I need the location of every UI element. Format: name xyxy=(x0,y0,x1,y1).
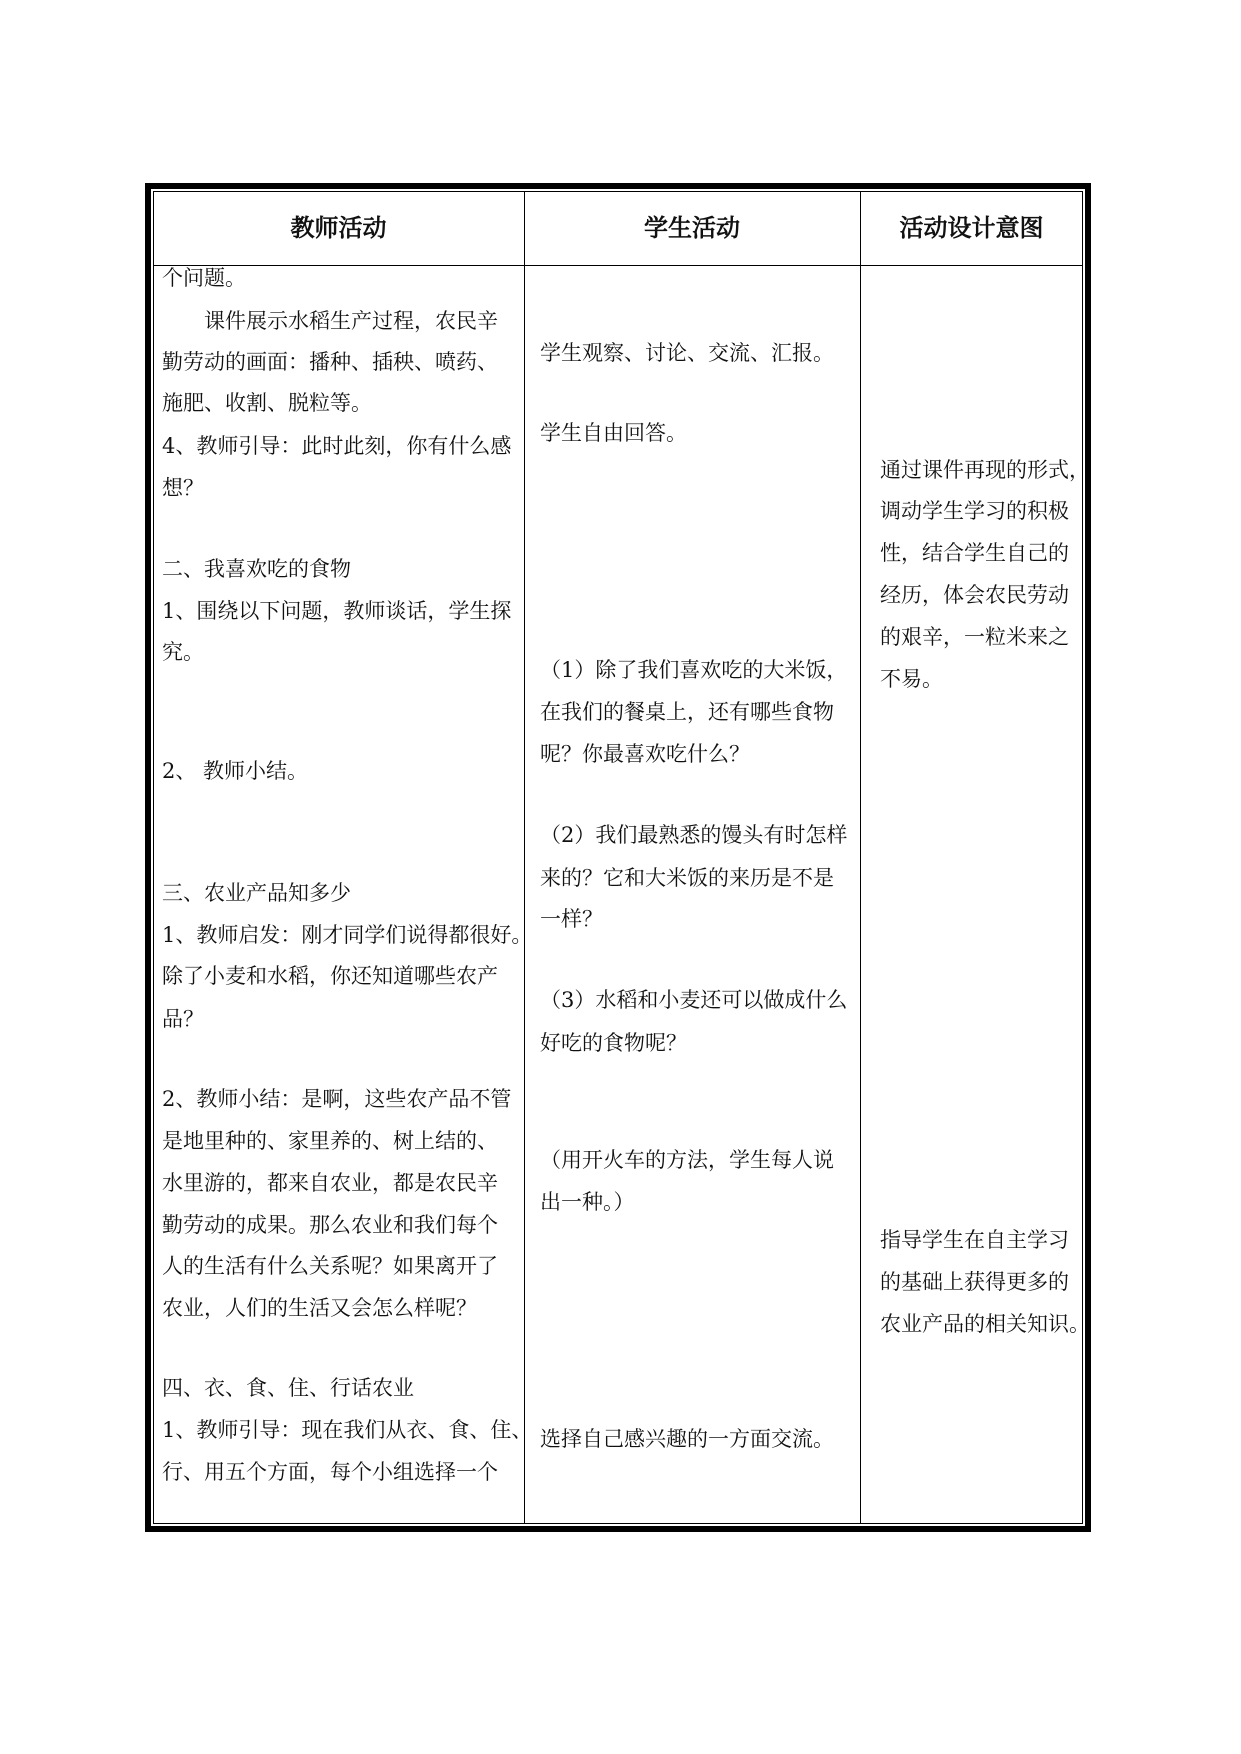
intent-line: 调动学生学习的积极 xyxy=(880,499,1069,523)
student-line: 好吃的食物呢？ xyxy=(540,1031,687,1055)
teacher-line: 施肥、收割、脱粒等。 xyxy=(162,391,372,415)
teacher-line: 1、教师引导：现在我们从衣、食、住、 xyxy=(162,1418,533,1442)
teacher-line: 四、衣、食、住、行话农业 xyxy=(162,1376,414,1400)
teacher-line: 农业，人们的生活又会怎么样呢？ xyxy=(162,1296,477,1320)
intent-line: 通过课件再现的形式， xyxy=(880,458,1090,482)
intent-line: 农业产品的相关知识。 xyxy=(880,1312,1090,1336)
teacher-line: 除了小麦和水稻，你还知道哪些农产 xyxy=(162,964,498,988)
intent-line: 经历，体会农民劳动 xyxy=(880,583,1069,607)
column-divider-1 xyxy=(524,191,525,1524)
teacher-line: 三、农业产品知多少 xyxy=(162,881,351,905)
intent-line: 不易。 xyxy=(880,667,943,691)
teacher-line: 勤劳动的成果。那么农业和我们每个 xyxy=(162,1213,498,1237)
header-divider xyxy=(153,265,1083,266)
teacher-line: 想？ xyxy=(162,476,204,500)
teacher-line: 是地里种的、家里养的、树上结的、 xyxy=(162,1129,498,1153)
student-line: 选择自己感兴趣的一方面交流。 xyxy=(540,1427,834,1451)
teacher-line: 4、教师引导：此时此刻，你有什么感 xyxy=(162,434,512,458)
teacher-line: 课件展示水稻生产过程，农民辛 xyxy=(162,309,498,333)
teacher-line: 勤劳动的画面：播种、插秧、喷药、 xyxy=(162,350,498,374)
intent-line: 性，结合学生自己的 xyxy=(880,541,1069,565)
teacher-line: 行、用五个方面，每个小组选择一个 xyxy=(162,1460,498,1484)
teacher-line: 1、围绕以下问题，教师谈话，学生探 xyxy=(162,599,512,623)
teacher-line: 究。 xyxy=(162,640,204,664)
student-line: 来的？它和大米饭的来历是不是 xyxy=(540,866,834,890)
student-line: 呢？你最喜欢吃什么？ xyxy=(540,742,750,766)
student-line: （3）水稻和小麦还可以做成什么 xyxy=(540,988,848,1012)
teacher-line: 二、我喜欢吃的食物 xyxy=(162,557,351,581)
teacher-line: 2、教师小结：是啊，这些农产品不管 xyxy=(162,1087,512,1111)
intent-line: 指导学生在自主学习 xyxy=(880,1228,1069,1252)
intent-line: 的艰辛，一粒米来之 xyxy=(880,625,1069,649)
header-design-intent: 活动设计意图 xyxy=(899,214,1044,242)
student-line: 在我们的餐桌上，还有哪些食物 xyxy=(540,700,834,724)
student-line: 出一种。） xyxy=(540,1190,635,1214)
student-line: （1）除了我们喜欢吃的大米饭， xyxy=(540,658,848,682)
header-teacher-activity: 教师活动 xyxy=(290,214,387,242)
teacher-line: 品？ xyxy=(162,1007,204,1031)
header-student-activity: 学生活动 xyxy=(644,214,740,242)
student-line: （2）我们最熟悉的馒头有时怎样 xyxy=(540,823,848,847)
intent-line: 的基础上获得更多的 xyxy=(880,1270,1069,1294)
student-line: 学生自由回答。 xyxy=(540,421,687,445)
student-line: 学生观察、讨论、交流、汇报。 xyxy=(540,341,834,365)
column-divider-2 xyxy=(860,191,861,1524)
teacher-line: 个问题。 xyxy=(162,266,246,290)
student-line: 一样？ xyxy=(540,907,603,931)
teacher-line: 1、教师启发：刚才同学们说得都很好。 xyxy=(162,923,533,947)
teacher-line: 水里游的，都来自农业，都是农民辛 xyxy=(162,1171,498,1195)
student-line: （用开火车的方法，学生每人说 xyxy=(540,1148,834,1172)
teacher-line: 人的生活有什么关系呢？如果离开了 xyxy=(162,1254,498,1278)
teacher-line: 2、 教师小结。 xyxy=(162,759,309,783)
